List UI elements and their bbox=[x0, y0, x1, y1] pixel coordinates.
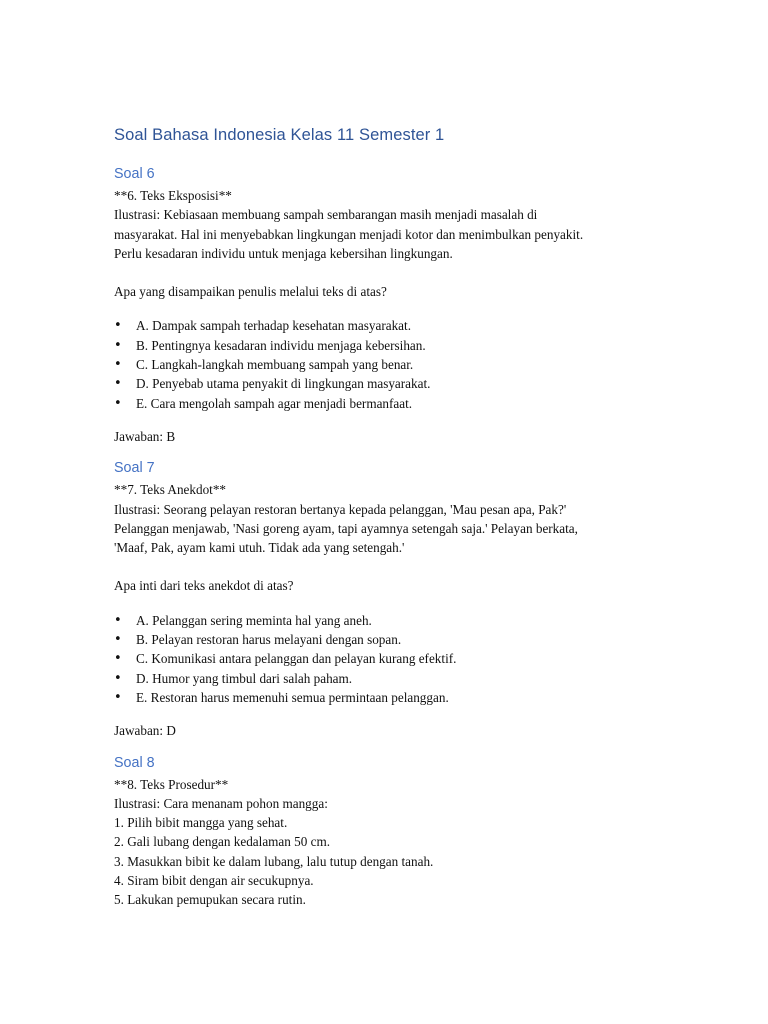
soal-6-illustration-line-2: masyarakat. Hal ini menyebabkan lingkungan menjadi kotor dan menimbulkan penyakit. bbox=[114, 226, 584, 242]
bullet-icon: • bbox=[114, 651, 122, 667]
bullet-icon: • bbox=[114, 632, 122, 648]
soal-6-illustration-line-1: Ilustrasi: Kebiasaan membuang sampah sembarangan masih menjadi masalah di bbox=[114, 207, 538, 223]
soal-7-illustration-line-3: 'Maaf, Pak, ayam kami utuh. Tidak ada yang setengah.' bbox=[114, 540, 405, 556]
soal-7-illustration-line-2: Pelanggan menjawab, 'Nasi goreng ayam, tapi ayamnya setengah saja.' Pelayan berkata, bbox=[114, 520, 578, 536]
bullet-icon: • bbox=[114, 395, 122, 411]
soal-6-label: **6. Teks Eksposisi** bbox=[114, 188, 232, 203]
soal-6-question: Apa yang disampaikan penulis melalui teks di atas? bbox=[114, 284, 387, 300]
soal-6-options bbox=[114, 316, 654, 412]
soal-7-options bbox=[114, 611, 654, 707]
bullet-icon: • bbox=[114, 670, 122, 686]
bullet-icon: • bbox=[114, 689, 122, 705]
bullet-icon: • bbox=[114, 612, 122, 628]
soal-6-option-a: • A. Dampak sampah terhadap kesehatan masyarakat. bbox=[114, 316, 654, 335]
soal-7-illustration-line-1: Ilustrasi: Seorang pelayan restoran bertanya kepada pelanggan, 'Mau pesan apa, Pak?' bbox=[114, 501, 567, 517]
soal-7-option-c: • C. Komunikasi antara pelanggan dan pelayan kurang efektif. bbox=[114, 649, 654, 668]
soal-6-answer: Jawaban: B bbox=[114, 428, 176, 444]
document-page bbox=[114, 122, 654, 922]
soal-8-label: **8. Teks Prosedur** bbox=[114, 776, 229, 792]
soal-7-answer: Jawaban: D bbox=[114, 723, 176, 739]
soal-7-option-b: • B. Pelayan restoran harus melayani dengan sopan. bbox=[114, 630, 654, 649]
soal-7-label: **7. Teks Anekdot** bbox=[114, 482, 227, 498]
soal-6-illustration-line-3: Perlu kesadaran individu untuk menjaga kebersihan lingkungan. bbox=[114, 245, 453, 261]
soal-7-question: Apa inti dari teks anekdot di atas? bbox=[114, 578, 294, 594]
soal-7-section bbox=[114, 458, 654, 740]
soal-8-section bbox=[114, 753, 654, 910]
soal-8-step-4: 4. Siram bibit dengan air secukupnya. bbox=[114, 873, 314, 889]
soal-8-step-2: 2. Gali lubang dengan kedalaman 50 cm. bbox=[114, 834, 331, 850]
soal-6-option-e: • E. Cara mengolah sampah agar menjadi bermanfaat. bbox=[114, 394, 654, 413]
soal-8-step-5: 5. Lakukan pemupukan secara rutin. bbox=[114, 892, 306, 908]
soal-8-step-1: 1. Pilih bibit mangga yang sehat. bbox=[114, 815, 288, 831]
soal-6-option-d: • D. Penyebab utama penyakit di lingkungan masyarakat. bbox=[114, 374, 654, 393]
soal-8-illustration-line-1: Ilustrasi: Cara menanam pohon mangga: bbox=[114, 795, 328, 811]
soal-6-option-b: • B. Pentingnya kesadaran individu menjaga kebersihan. bbox=[114, 336, 654, 355]
soal-7-option-a: • A. Pelanggan sering meminta hal yang aneh. bbox=[114, 611, 654, 630]
soal-7-option-e: • E. Restoran harus memenuhi semua permintaan pelanggan. bbox=[114, 688, 654, 707]
soal-8-heading: Soal 8 bbox=[114, 754, 155, 771]
bullet-icon: • bbox=[114, 357, 122, 373]
soal-6-section bbox=[114, 164, 654, 446]
soal-7-option-d: • D. Humor yang timbul dari salah paham. bbox=[114, 669, 654, 688]
document-title: Soal Bahasa Indonesia Kelas 11 Semester 1 bbox=[114, 126, 445, 144]
soal-6-option-c: • C. Langkah-langkah membuang sampah yang benar. bbox=[114, 355, 654, 374]
bullet-icon: • bbox=[114, 337, 122, 353]
bullet-icon: • bbox=[114, 318, 122, 334]
soal-6-heading: Soal 6 bbox=[114, 166, 155, 182]
soal-7-heading: Soal 7 bbox=[114, 460, 155, 477]
bullet-icon: • bbox=[114, 376, 122, 392]
soal-8-step-3: 3. Masukkan bibit ke dalam lubang, lalu tutup dengan tanah. bbox=[114, 853, 434, 869]
